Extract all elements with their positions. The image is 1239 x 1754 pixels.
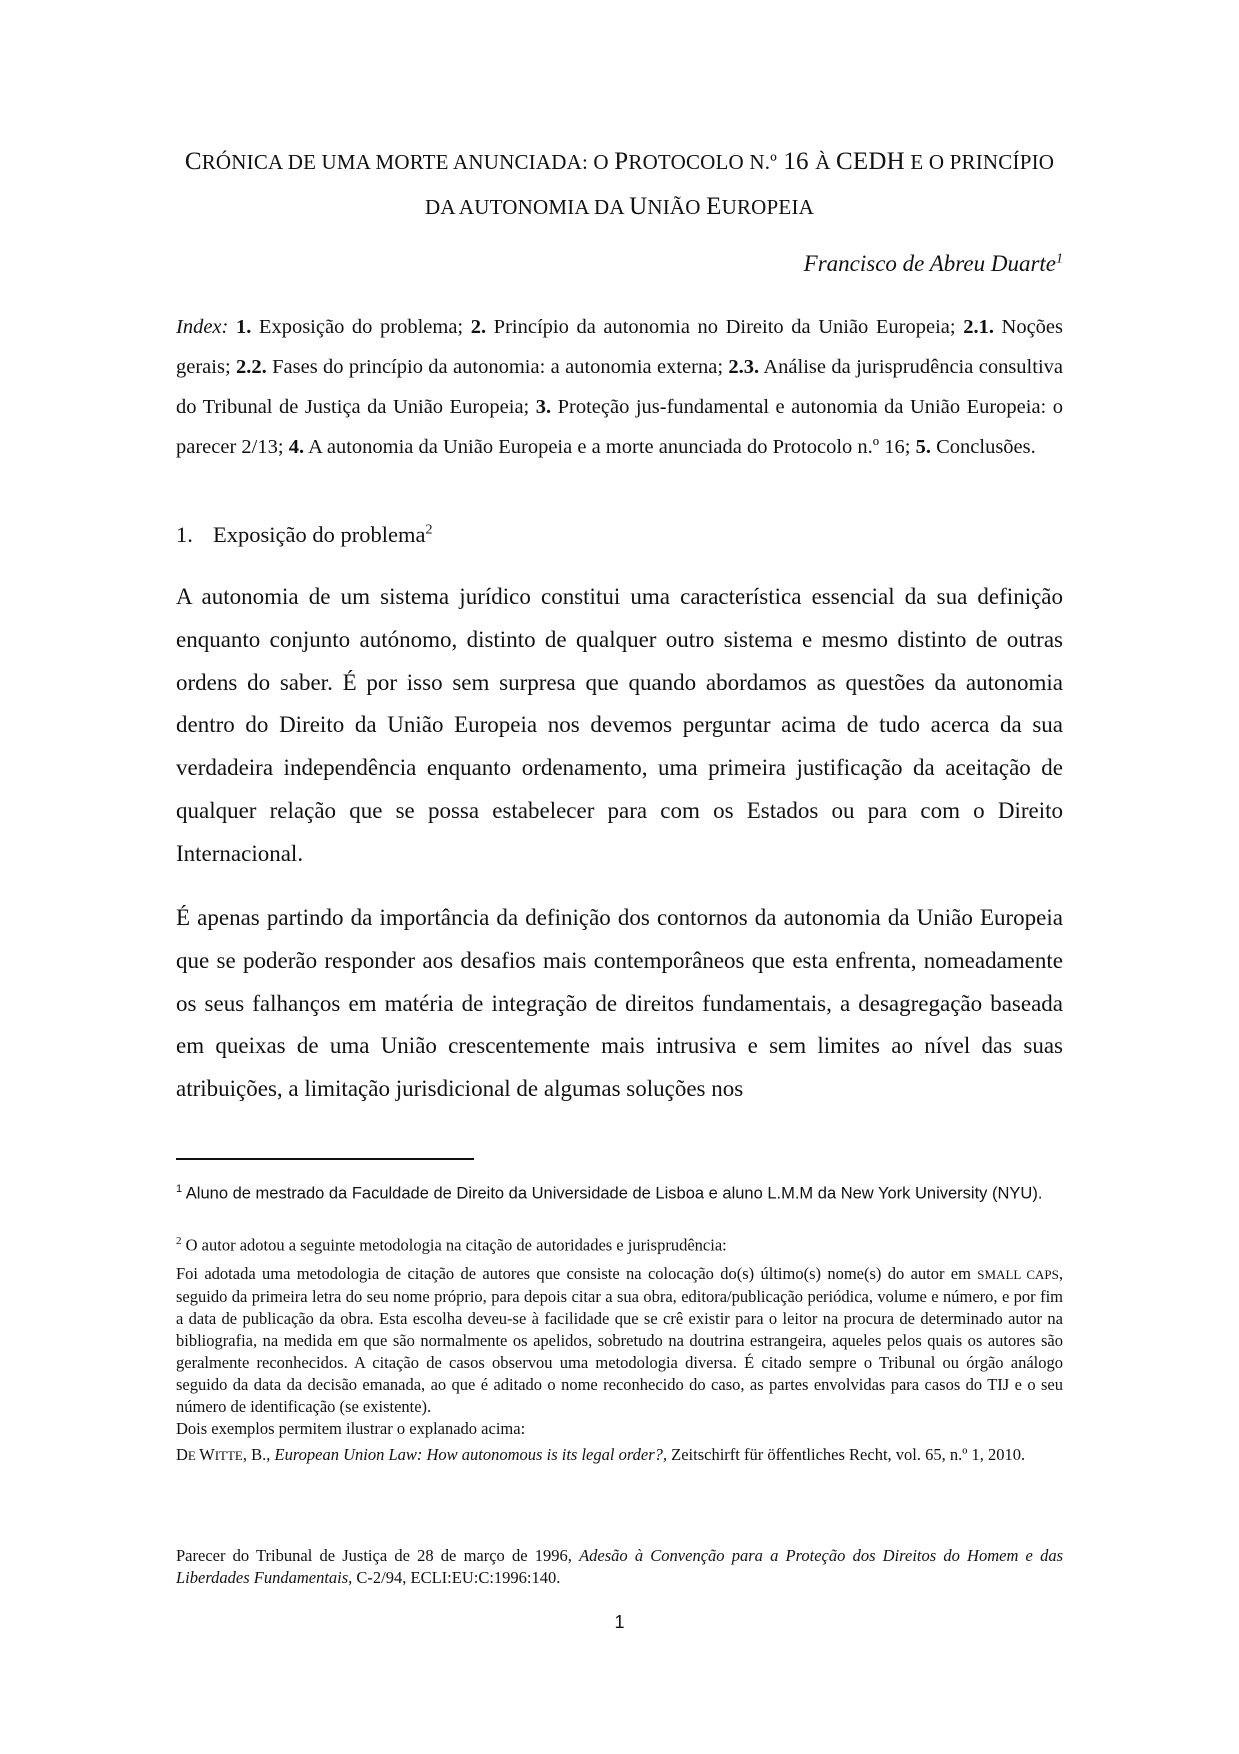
index-label: Index: — [176, 316, 229, 338]
section-heading: 1. Exposição do problema$^2$ — [176, 522, 433, 547]
footnote-2-examples-intro: Dois exemplos permitem ilustrar o explanado acima: — [176, 1419, 526, 1438]
footnote-2-methodology: Foi adotada uma metodologia de citação de autores que consiste na colocação do(s) último(s) nome(s) do autor em SMALL CAPS, seguido da primeira letra do seu nome próprio, para depois citar a sua obra, editora/publicação periódica, volume e número, e por fim a data de publicação da obra. Esta escolha deveu-se à facilidade que se crê existir para o leitor na procura de determinado autor na bibliografia, na medida em que são normalmente os apelidos, sobretudo na doutrina estrangeira, aqueles pelos quais os autores são geralmente reconhecidos. A citação de casos observou uma metodologia diversa. É citado sempre o Tribunal ou órgão análogo seguido da data da decisão emanada, ao que é aditado o nome reconhecido do caso, as partes envolvidas para casos do TIJ e o seu número de identificação (se existente). — [176, 1264, 1063, 1416]
author-name: Francisco de Abreu Duarte$^1$ — [803, 251, 1063, 276]
footnote-2-intro: $^2$ O autor adotou a seguinte metodologia na citação de autoridades e jurisprudência: — [176, 1235, 727, 1255]
document-title-line-1: CRÓNICA DE UMA MORTE ANUNCIADA: O PROTOCOLO N.º 16 À CEDH E O PRINCÍPIO — [184, 148, 1055, 175]
body-paragraph-1: A autonomia de um sistema jurídico constitui uma característica essencial da sua definição enquanto conjunto autónomo, distinto de qualquer outro sistema e mesmo distinto de outras ordens do saber. É por isso sem surpresa que quando abordamos as questões da autonomia dentro do Direito da União Europeia nos devemos perguntar acima de tudo acerca da sua verdadeira independência enquanto ordenamento, uma primeira justificação da aceitação de qualquer relação que se possa estabelecer para com os Estados ou para com o Direito Internacional. — [176, 584, 1063, 866]
page-number: 1 — [614, 1612, 625, 1632]
document-title-line-2: DA AUTONOMIA DA UNIÃO EUROPEIA — [425, 193, 814, 220]
footnote-1: $^1$ Aluno de mestrado da Faculdade de Direito da Universidade de Lisboa e aluno L.M.M da New York University (NYU). — [176, 1183, 1043, 1203]
body-paragraph-2: É apenas partindo da importância da definição dos contornos da autonomia da União Europeia que se poderão responder aos desafios mais contemporâneos que esta enfrenta, nomeadamente os seus falhanços em matéria de integração de direitos fundamentais, a desagregação baseada em queixas de uma União crescentemente mais intrusiva e sem limites ao nível das suas atribuições, a limitação jurisdicional de algumas soluções nos — [176, 905, 1063, 1102]
footnote-ref-1: 1 — [1056, 251, 1063, 267]
footnote-ref-2: 2 — [425, 522, 433, 538]
footnote-2-example-1: DE WITTE, B., European Union Law: How autonomous is its legal order?, Zeitschirft für öffentliches Recht, vol. 65, n.º 1, 2010. — [176, 1445, 1026, 1464]
footnote-2-example-2: Parecer do Tribunal de Justiça de 28 de março de 1996, Adesão à Convenção para a Proteção dos Direitos do Homem e das Liberdades Fundamentais, C-2/94, ECLI:EU:C:1996:140. — [176, 1546, 1063, 1587]
footnote-separator — [176, 1158, 474, 1160]
index-section: Index: 1. Exposição do problema; 2. Princípio da autonomia no Direito da União Europeia; 2.1. Noções gerais; 2.2. Fases do princípio da autonomia: a autonomia externa; 2.3. Análise da jurisprudência consultiva do Tribunal de Justiça da União Europeia; 3. Proteção jus-fundamental e autonomia da União Europeia: o parecer 2/13; 4. A autonomia da União Europeia e a morte anunciada do Protocolo n.º 16; 5. Conclusões. — [176, 316, 1064, 458]
